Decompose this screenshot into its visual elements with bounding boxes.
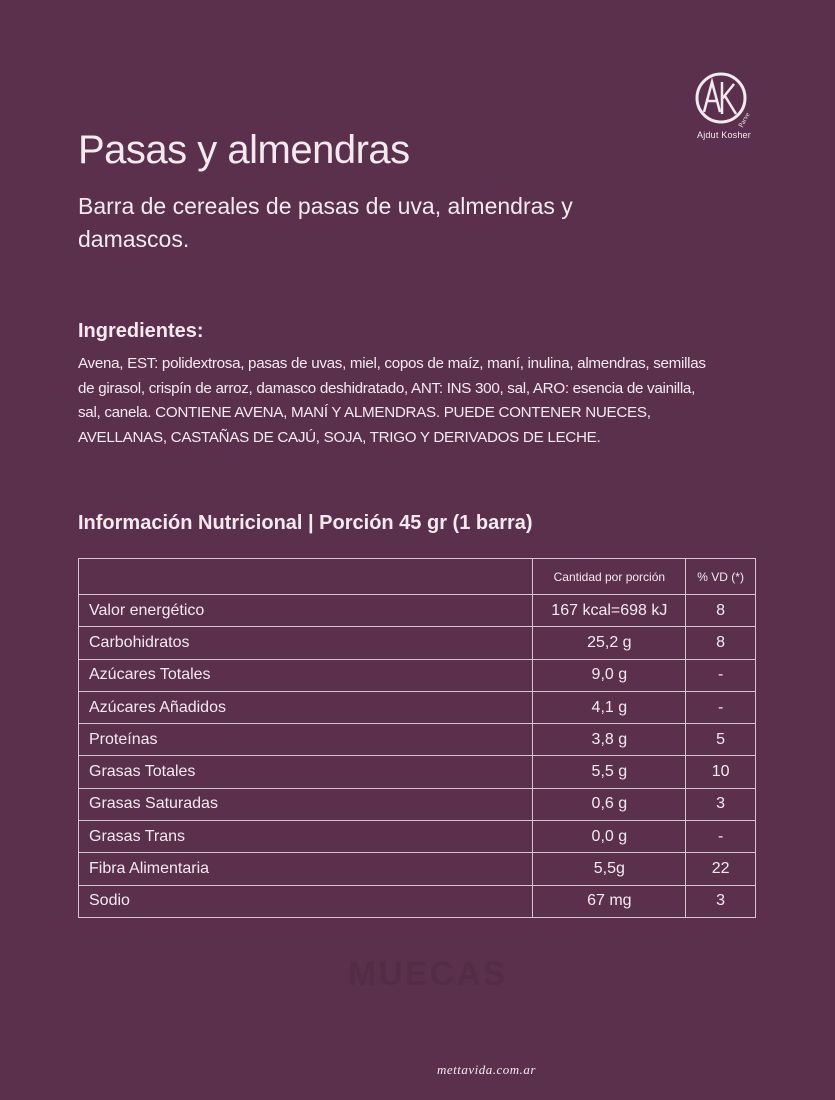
nutrient-name: Grasas Trans bbox=[79, 821, 533, 853]
nutrient-vd: 8 bbox=[686, 627, 756, 659]
nutrient-vd: 8 bbox=[686, 595, 756, 627]
table-header-row bbox=[79, 559, 756, 595]
svg-text:Parve: Parve bbox=[736, 111, 752, 129]
ingredients-heading: Ingredientes: bbox=[78, 320, 204, 342]
nutrient-vd: 5 bbox=[686, 724, 756, 756]
nutrient-name: Carbohidratos bbox=[79, 627, 533, 659]
column-header-amount: Cantidad por porción bbox=[533, 559, 686, 595]
nutrient-name: Fibra Alimentaria bbox=[79, 853, 533, 885]
nutrient-amount: 0,6 g bbox=[533, 788, 686, 820]
column-header-vd: % VD (*) bbox=[686, 559, 756, 595]
table-row bbox=[79, 821, 756, 853]
product-subtitle: Barra de cereales de pasas de uva, almendras y damascos. bbox=[78, 193, 573, 252]
nutrient-vd: - bbox=[686, 691, 756, 723]
table-row bbox=[79, 756, 756, 788]
kosher-caption: Ajdut Kosher bbox=[697, 130, 751, 140]
nutrient-vd: - bbox=[686, 659, 756, 691]
nutrient-amount: 4,1 g bbox=[533, 691, 686, 723]
table-row bbox=[79, 724, 756, 756]
nutrient-name: Grasas Totales bbox=[79, 756, 533, 788]
table-row bbox=[79, 595, 756, 627]
nutrient-amount: 67 mg bbox=[533, 885, 686, 917]
nutrient-vd: 3 bbox=[686, 788, 756, 820]
nutrition-table bbox=[78, 558, 756, 918]
nutrient-amount: 167 kcal=698 kJ bbox=[533, 595, 686, 627]
nutrient-name: Azúcares Añadidos bbox=[79, 691, 533, 723]
table-row bbox=[79, 788, 756, 820]
table-row bbox=[79, 885, 756, 917]
nutrition-heading: Información Nutricional | Porción 45 gr (1 barra) bbox=[78, 512, 533, 534]
table-row bbox=[79, 853, 756, 885]
nutrient-amount: 25,2 g bbox=[533, 627, 686, 659]
nutrient-amount: 0,0 g bbox=[533, 821, 686, 853]
nutrient-amount: 5,5g bbox=[533, 853, 686, 885]
nutrient-name: Azúcares Totales bbox=[79, 659, 533, 691]
nutrient-vd: 22 bbox=[686, 853, 756, 885]
kosher-logo bbox=[688, 70, 758, 148]
nutrient-amount: 5,5 g bbox=[533, 756, 686, 788]
product-title: Pasas y almendras bbox=[78, 128, 410, 172]
nutrient-name: Sodio bbox=[79, 885, 533, 917]
nutrient-amount: 3,8 g bbox=[533, 724, 686, 756]
kosher-ak-icon bbox=[688, 70, 758, 132]
nutrient-name: Valor energético bbox=[79, 595, 533, 627]
nutrient-amount: 9,0 g bbox=[533, 659, 686, 691]
brand-watermark: MUECAS bbox=[348, 955, 508, 993]
table-row bbox=[79, 691, 756, 723]
source-url: mettavida.com.ar bbox=[437, 1062, 536, 1077]
table-row bbox=[79, 627, 756, 659]
nutrient-name: Grasas Saturadas bbox=[79, 788, 533, 820]
nutrient-name: Proteínas bbox=[79, 724, 533, 756]
column-header-nutrient bbox=[79, 559, 533, 595]
nutrient-vd: 10 bbox=[686, 756, 756, 788]
nutrient-vd: - bbox=[686, 821, 756, 853]
ingredients-text: Avena, EST: polidextrosa, pasas de uvas, miel, copos de maíz, maní, inulina, almendras, semillas de girasol, crispín de arroz, damasco deshidratado, ANT: INS 300, sal, ARO: esencia de vainilla, sal, canela. CONTIENE AVENA, MANÍ Y ALMENDRAS. PUEDE CONTENER NUECES, AVELLANAS, CASTAÑAS DE CAJÚ, SOJA, TRIGO Y DERIVADOS DE LECHE. bbox=[78, 355, 706, 446]
nutrient-vd: 3 bbox=[686, 885, 756, 917]
table-row bbox=[79, 659, 756, 691]
